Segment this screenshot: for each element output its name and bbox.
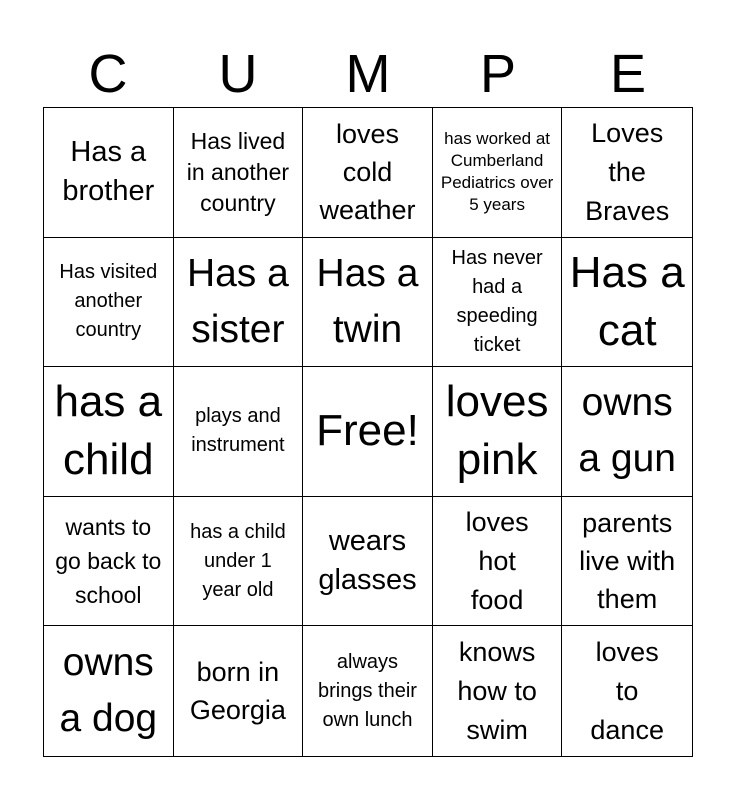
bingo-cell[interactable] (174, 108, 304, 238)
bingo-cell[interactable] (433, 238, 563, 368)
bingo-cell[interactable] (174, 626, 304, 756)
free-space[interactable] (303, 367, 433, 497)
cell-text: Has a brother (62, 136, 155, 208)
bingo-cell[interactable] (562, 626, 692, 756)
cell-text: has a child under 1 year old (190, 520, 286, 601)
bingo-cell[interactable] (174, 238, 304, 368)
bingo-board (43, 107, 693, 757)
cell-text: Has a sister (186, 251, 289, 351)
cell-text: has a child (54, 377, 163, 485)
cell-text: Loves the Braves (585, 117, 670, 226)
bingo-cell[interactable] (303, 497, 433, 627)
bingo-cell[interactable] (562, 108, 692, 238)
cell-text: owns a dog (59, 641, 158, 741)
cell-text: loves to dance (590, 636, 664, 745)
cell-text: Has a cat (569, 247, 685, 355)
bingo-cell[interactable] (44, 108, 174, 238)
bingo-cell[interactable] (303, 626, 433, 756)
cell-text: always brings their own lunch (318, 650, 417, 731)
header-letter-c: C (88, 44, 128, 104)
bingo-cell[interactable] (44, 367, 174, 497)
cell-text: wants to go back to school (55, 514, 162, 609)
cell-text: Has a twin (316, 251, 419, 351)
bingo-cell[interactable] (303, 108, 433, 238)
cell-text: Free! (316, 406, 419, 456)
cell-text: Has visited another country (59, 261, 158, 342)
bingo-cell[interactable] (44, 238, 174, 368)
cell-text: parents live with them (579, 508, 676, 615)
header-letter-u: U (218, 44, 258, 104)
bingo-cell[interactable] (562, 238, 692, 368)
bingo-cell[interactable] (433, 367, 563, 497)
header-letter-m: M (345, 44, 391, 104)
bingo-cell[interactable] (562, 367, 692, 497)
cell-text: Has never had a speeding ticket (451, 246, 543, 356)
cell-text: loves hot food (465, 506, 529, 615)
cell-text: owns a gun (578, 381, 676, 481)
bingo-cell[interactable] (433, 626, 563, 756)
bingo-cell[interactable] (303, 238, 433, 368)
bingo-cell[interactable] (174, 367, 304, 497)
cell-text: wears glasses (318, 525, 417, 597)
bingo-cell[interactable] (44, 497, 174, 627)
header-letter-e: E (609, 44, 647, 104)
bingo-cell[interactable] (433, 497, 563, 627)
cell-text: has worked at Cumberland Pediatrics over 5 years (440, 129, 554, 215)
cell-text: born in Georgia (189, 657, 286, 726)
cell-text: plays and instrument (191, 405, 285, 457)
bingo-cell[interactable] (433, 108, 563, 238)
bingo-cell[interactable] (174, 497, 304, 627)
cell-text: loves cold weather (319, 119, 416, 226)
bingo-header (43, 40, 693, 108)
cell-text: Has lived in another country (186, 127, 290, 216)
bingo-cell[interactable] (562, 497, 692, 627)
header-letter-p: P (479, 44, 517, 104)
bingo-cell[interactable] (44, 626, 174, 756)
cell-text: knows how to swim (457, 636, 537, 745)
cell-text: loves pink (445, 377, 549, 485)
